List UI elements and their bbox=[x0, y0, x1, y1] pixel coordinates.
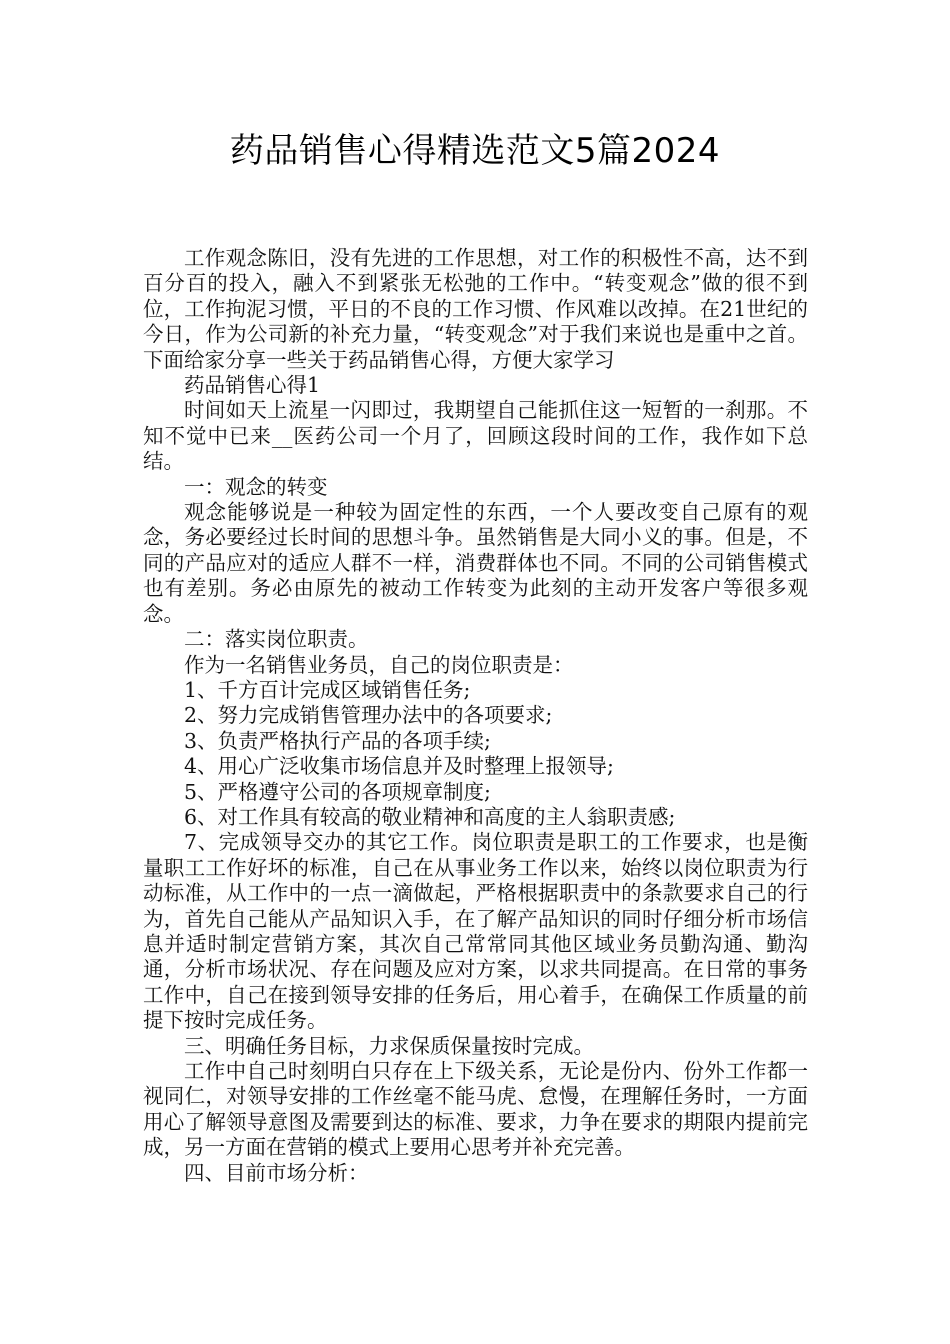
subheading-concept: 一：观念的转变 bbox=[184, 474, 328, 499]
duty-item: 4、用心广泛收集市场信息并及时整理上报领导; bbox=[184, 754, 614, 779]
section-heading-1: 药品销售心得1 bbox=[184, 373, 321, 398]
duty-item: 1、千方百计完成区域销售任务; bbox=[184, 677, 471, 702]
subheading-duties: 二：落实岗位职责。 bbox=[184, 627, 369, 652]
paragraph-time: 时间如天上流星一闪即过，我期望自己能抓住这一短暂的一刹那。不知不觉中已来__医药公司一个月了，回顾这段时间的工作，我作如下总结。 bbox=[143, 398, 808, 474]
document-body bbox=[143, 246, 808, 1186]
paragraph-concept: 观念能够说是一种较为固定性的东西，一个人要改变自己原有的观念，务必要经过长时间的思想斗争。虽然销售是大同小义的事。但是，不同的产品应对的适应人群不一样，消费群体也不同。不同的公司销售模式也有差别。务必由原先的被动工作转变为此刻的主动开发客户等很多观念。 bbox=[143, 500, 808, 626]
duty-item: 2、努力完成销售管理办法中的各项要求; bbox=[184, 703, 553, 728]
subheading-market: 四、目前市场分析： bbox=[184, 1160, 369, 1185]
duty-item: 5、严格遵守公司的各项规章制度; bbox=[184, 779, 491, 804]
paragraph-duties-intro: 作为一名销售业务员，自己的岗位职责是： bbox=[184, 652, 574, 677]
duty-item: 6、对工作具有较高的敬业精神和高度的主人翁职责感; bbox=[184, 804, 676, 829]
duty-item: 3、负责严格执行产品的各项手续; bbox=[184, 728, 491, 753]
intro-paragraph: 工作观念陈旧，没有先进的工作思想，对工作的积极性不高，达不到百分百的投入，融入不到紧张无松弛的工作中。“转变观念”做的很不到位，工作拘泥习惯，平日的不良的工作习惯、作风难以改掉。在21世纪的今日，作为公司新的补充力量，“转变观念”对于我们来说也是重中之首。下面给家分享一些关于药品销售心得，方便大家学习 bbox=[143, 246, 808, 372]
subheading-goals: 三、明确任务目标，力求保质保量按时完成。 bbox=[184, 1033, 594, 1058]
paragraph-goals: 工作中自己时刻明白只存在上下级关系，无论是份内、份外工作都一视同仁，对领导安排的工作丝毫不能马虎、怠慢，在理解任务时，一方面用心了解领导意图及需要到达的标准、要求，力争在要求的期限内提前完成，另一方面在营销的模式上要用心思考并补充完善。 bbox=[143, 1059, 808, 1160]
document-title: 药品销售心得精选范文5篇2024 bbox=[229, 131, 721, 171]
duty-item: 7、完成领导交办的其它工作。岗位职责是职工的工作要求，也是衡量职工工作好坏的标准，自己在从事业务工作以来，始终以岗位职责为行动标准，从工作中的一点一滴做起，严格根据职责中的条款要求自己的行为，首先自己能从产品知识入手，在了解产品知识的同时仔细分析市场信息并适时制定营销方案，其次自己常常同其他区域业务员勤沟通、勤沟通，分析市场状况、存在问题及应对方案，以求共同提高。在日常的事务工作中，自己在接到领导安排的任务后，用心着手，在确保工作质量的前提下按时完成任务。 bbox=[143, 830, 808, 1033]
